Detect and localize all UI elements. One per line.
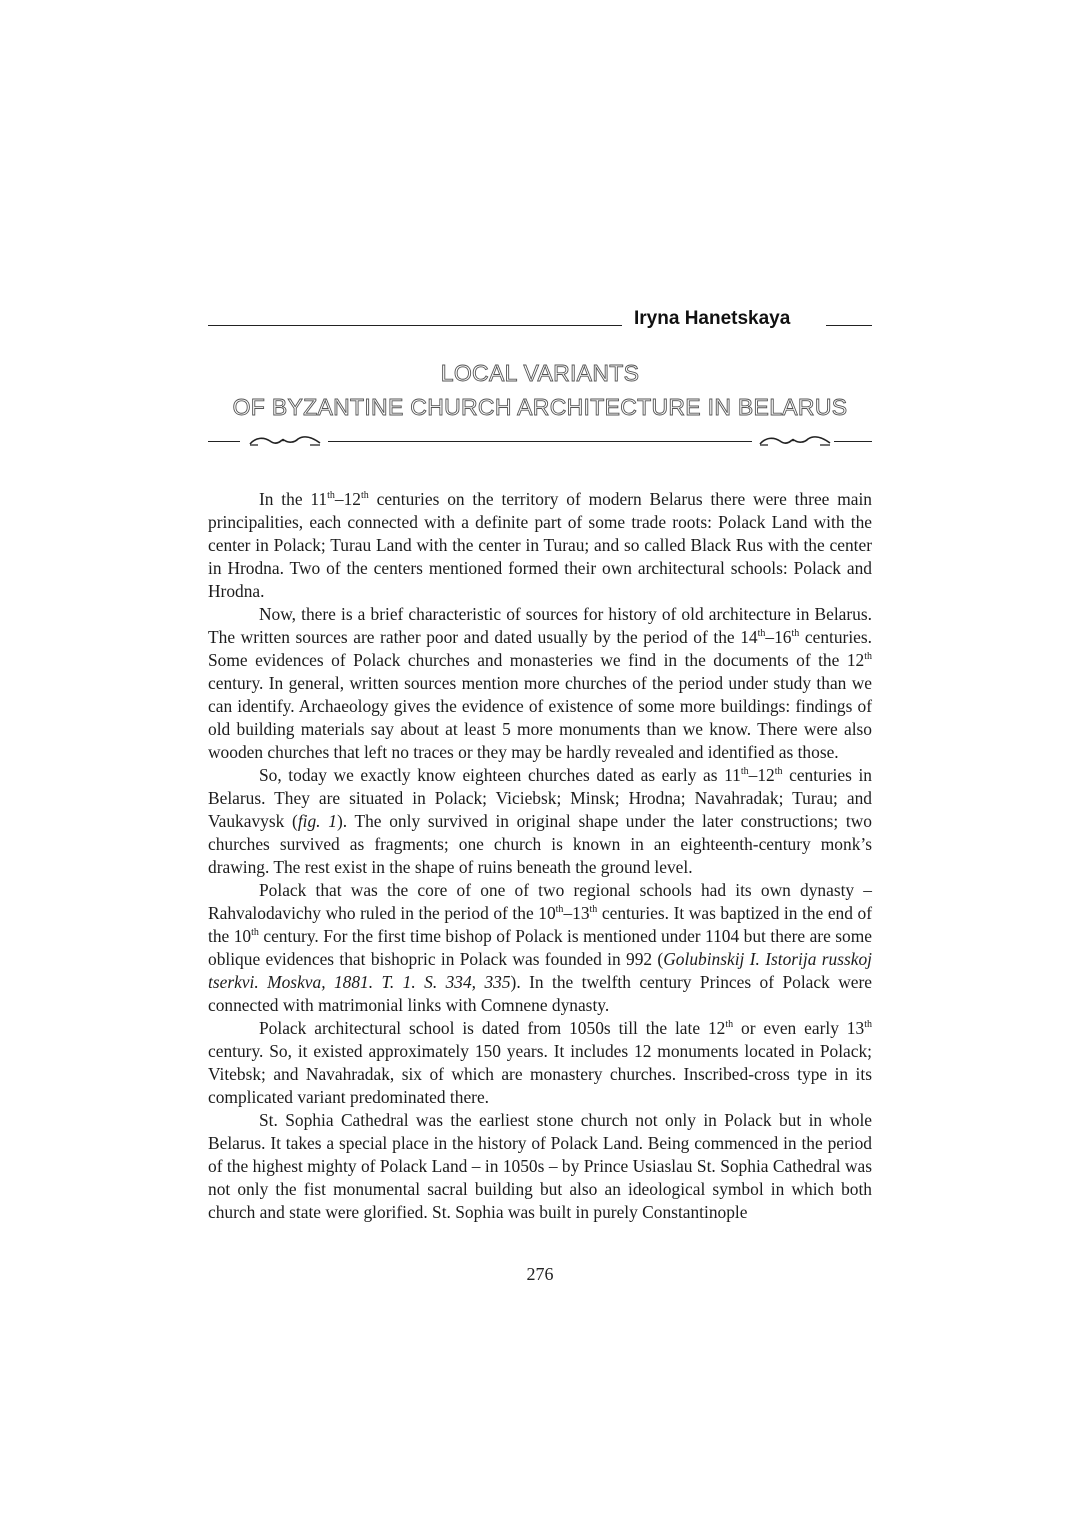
flourish-ornament-icon xyxy=(758,433,832,449)
text-run: So, today we exactly know eighteen churches dated as early as 11 xyxy=(259,765,741,785)
text-run: –16 xyxy=(765,627,792,647)
text-run: ). The only survived in original shape under the later constructions; two churches survived as fragments; one church is known in an eighteenth-century monk’s drawing. The rest exist in the shape of ruins beneath the ground level. xyxy=(208,811,872,877)
paragraph-1 xyxy=(208,488,872,603)
text-run: –12 xyxy=(748,765,775,785)
paragraph-6 xyxy=(208,1109,872,1224)
flourish-ornament-icon xyxy=(248,433,322,449)
text-run: Polack that was the core of one of two regional schools had its own dynasty – Rahvalodavichy who ruled in the period of the 10 xyxy=(208,880,872,923)
page-number: 276 xyxy=(526,1264,554,1284)
paragraph-2 xyxy=(208,603,872,764)
title-line-2: OF BYZANTINE CHURCH ARCHITECTURE IN BELARUS xyxy=(232,394,848,420)
superscript: th xyxy=(251,927,259,939)
text-run: centuries in Belarus. They are situated in Polack; Viciebsk; Minsk; Hrodna; Navahradak; Turau; and Vaukavysk ( xyxy=(208,765,872,831)
title-line-1: LOCAL VARIANTS xyxy=(440,360,640,386)
text-run: Now, there is a brief characteristic of sources for history of old architecture in Belarus. The written sources are rather poor and dated usually by the period of the 14 xyxy=(208,604,872,647)
superscript: th xyxy=(555,904,564,916)
text-run: –13 xyxy=(563,903,590,923)
superscript: th xyxy=(864,651,872,663)
text-run: or even early 13 xyxy=(733,1018,865,1038)
superscript: th xyxy=(791,628,800,640)
title-ornament-rule xyxy=(208,432,872,452)
text-run: centuries. It was baptized in the end of the 10 xyxy=(208,903,873,946)
text-run: Polack architectural school is dated from 1050s till the late 12 xyxy=(259,1018,726,1038)
article-body xyxy=(208,488,872,1224)
text-run: centuries on the territory of modern Belarus there were three main principalities, each connected with a definite part of some trade roots: Polack Land with the center in Polack; Turau Land with the center in Turau; and so called Black Rus with the center in Hrodna. Two of the centers mentioned formed their own architectural schools: Polack and Hrodna. xyxy=(208,489,872,601)
superscript: th xyxy=(774,766,783,778)
ornament-rule-segment xyxy=(834,441,872,442)
paragraph-3 xyxy=(208,764,872,879)
superscript: th xyxy=(725,1019,734,1031)
article-title xyxy=(180,356,900,424)
superscript: th xyxy=(327,490,335,502)
figure-reference: fig. 1 xyxy=(297,811,337,831)
header-rule-right xyxy=(826,325,872,326)
text-run: century. In general, written sources mention more churches of the period under study than we can identify. Archaeology gives the evidence of existence of some more buildings: findings of old building materials say about at least 5 more monuments than we know. There were also wooden churches that left no traces or they may be hardly revealed and identified as those. xyxy=(208,673,872,762)
ornament-rule-segment xyxy=(328,441,752,442)
superscript: th xyxy=(740,766,749,778)
paragraph-5 xyxy=(208,1017,872,1109)
text-run: ). In the twelfth century Princes of Polack were connected with matrimonial links with Comnene dynasty. xyxy=(208,972,872,1015)
superscript: th xyxy=(361,490,369,502)
citation: Golubinskij I. Istorija russkoj tserkvi. Moskva, 1881. T. 1. S. 334, 335 xyxy=(208,949,873,992)
running-header xyxy=(208,306,872,340)
text-run: St. Sophia Cathedral was the earliest stone church not only in Polack but in whole Belarus. It takes a special place in the history of Polack Land. Being commenced in the period of the highest mighty of Polack Land – in 1050s – by Prince Usiaslau St. Sophia Cathedral was not only the fist monumental sacral building but also an ideological symbol in which both church and state were glorified. St. Sophia was built in purely Constantinople xyxy=(208,1110,872,1222)
ornament-rule-segment xyxy=(208,441,240,442)
text-run: centuries. Some evidences of Polack churches and monasteries we find in the documents of the 12 xyxy=(208,627,872,670)
text-run: century. So, it existed approximately 150 years. It includes 12 monuments located in Polack; Vitebsk; and Navahradak, six of which are monastery churches. Inscribed-cross type in its complicated variant predominated there. xyxy=(208,1041,872,1107)
superscript: th xyxy=(589,904,598,916)
superscript: th xyxy=(757,628,766,640)
paragraph-4 xyxy=(208,879,872,1017)
text-run: In the 11 xyxy=(259,489,328,509)
author-name: Iryna Hanetskaya xyxy=(634,308,791,329)
text-run: –12 xyxy=(334,489,361,509)
superscript: th xyxy=(864,1019,872,1031)
text-run: century. For the first time bishop of Polack is mentioned under 1104 but there are some oblique evidences that bishopric in Polack was founded in 992 ( xyxy=(208,926,872,969)
header-rule-left xyxy=(208,325,622,326)
